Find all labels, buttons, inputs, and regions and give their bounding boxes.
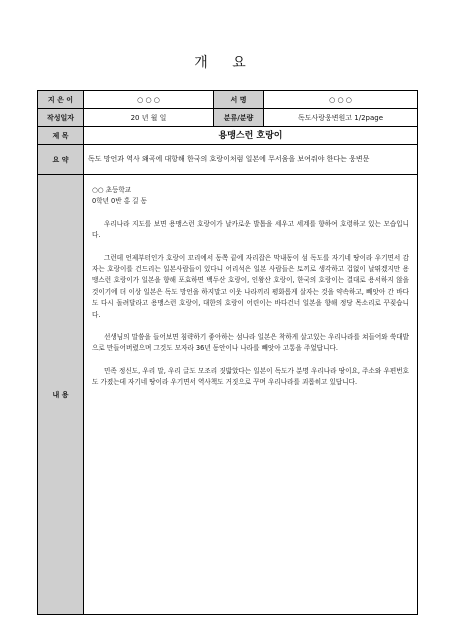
summary-value: 독도 망언과 역사 왜곡에 대항해 한국의 호랑이처럼 일본에 무서움을 보여줘야 한다는 웅변문: [84, 145, 418, 175]
signature-label: 서 명: [214, 91, 264, 109]
school-line: ○○ 초등학교: [92, 186, 132, 194]
author-label: 지 은 이: [38, 91, 84, 109]
overview-form: [37, 90, 418, 615]
summary-label: 요 약: [38, 145, 84, 175]
category-value: 독도사랑웅변원고 1/2page: [264, 109, 418, 127]
document-title: 개 요: [194, 55, 256, 71]
paragraph-2: 그런데 언제부터인가 호랑이 꼬리에서 동쪽 끝에 자리잡은 막내동이 섬 독도를 자기네 땅이라 우기면서 감자는 호랑이를 건드리는 일본사람들이 있다니 어리석은 일본 사람들은 토끼로 생각하고 겁없이 날뛰겠지만 용맹스런 호랑이가 일본을 향해 포효하면 백두산 호랑이, 인왕산 호랑이, 한국의 호랑이는 결대로 용서하지 않을 것이기에 더 이상 일본은 독도 망언을 하지말고 이웃 나라끼리 평화롭게 살자는 것을 약속하고, 빼앗아 간 바다도 다시 돌려달라고 용맹스런 호랑이, 대한의 호랑이 어린이는 바다건너 일본을 향해 정당 목소리로 꾸짖습니다.: [92, 253, 409, 319]
author-value: ○ ○ ○: [84, 91, 214, 109]
student-line: 0학년 0반 홍 길 동: [92, 197, 147, 206]
content-label: 내 용: [38, 175, 84, 615]
date-row: [38, 109, 418, 127]
date-value: 20 년 월 일: [84, 109, 214, 127]
category-label: 분류/분량: [214, 109, 264, 127]
subject-row: [38, 127, 418, 145]
content-row: [38, 175, 418, 615]
subject-value: 용맹스런 호랑이: [84, 127, 418, 145]
content-body: [84, 175, 418, 615]
author-row: [38, 91, 418, 109]
paragraph-3: 선생님의 말씀을 들어보면 침략하기 좋아하는 섬나라 일본은 착하게 살고있는 우리나라를 쳐들어와 쑥대밭으로 만들어버렸으며 그것도 모자라 36년 동안이나 나라를 빼앗아 고통을 주었답니다.: [92, 333, 409, 353]
paragraph-4: 민족 정신도, 우리 말, 우리 글도 모조리 짓밟았다는 일본이 독도가 분명 우리나라 땅이요, 주소와 우편번호도 가졌는데 자기네 땅이라 우기면서 역사책도 거짓으로 꾸며 우리나라를 괴롭히고 있답니다.: [92, 366, 409, 387]
paragraph-1: 우리나라 지도를 보면 용맹스런 호랑이가 날카로운 발톱을 세우고 세계를 향하여 호령하고 있는 모습입니다.: [92, 219, 409, 240]
subject-label: 제 목: [38, 127, 84, 145]
date-label: 작성일자: [38, 109, 84, 127]
signature-value: ○ ○ ○: [264, 91, 418, 109]
summary-row: [38, 145, 418, 175]
